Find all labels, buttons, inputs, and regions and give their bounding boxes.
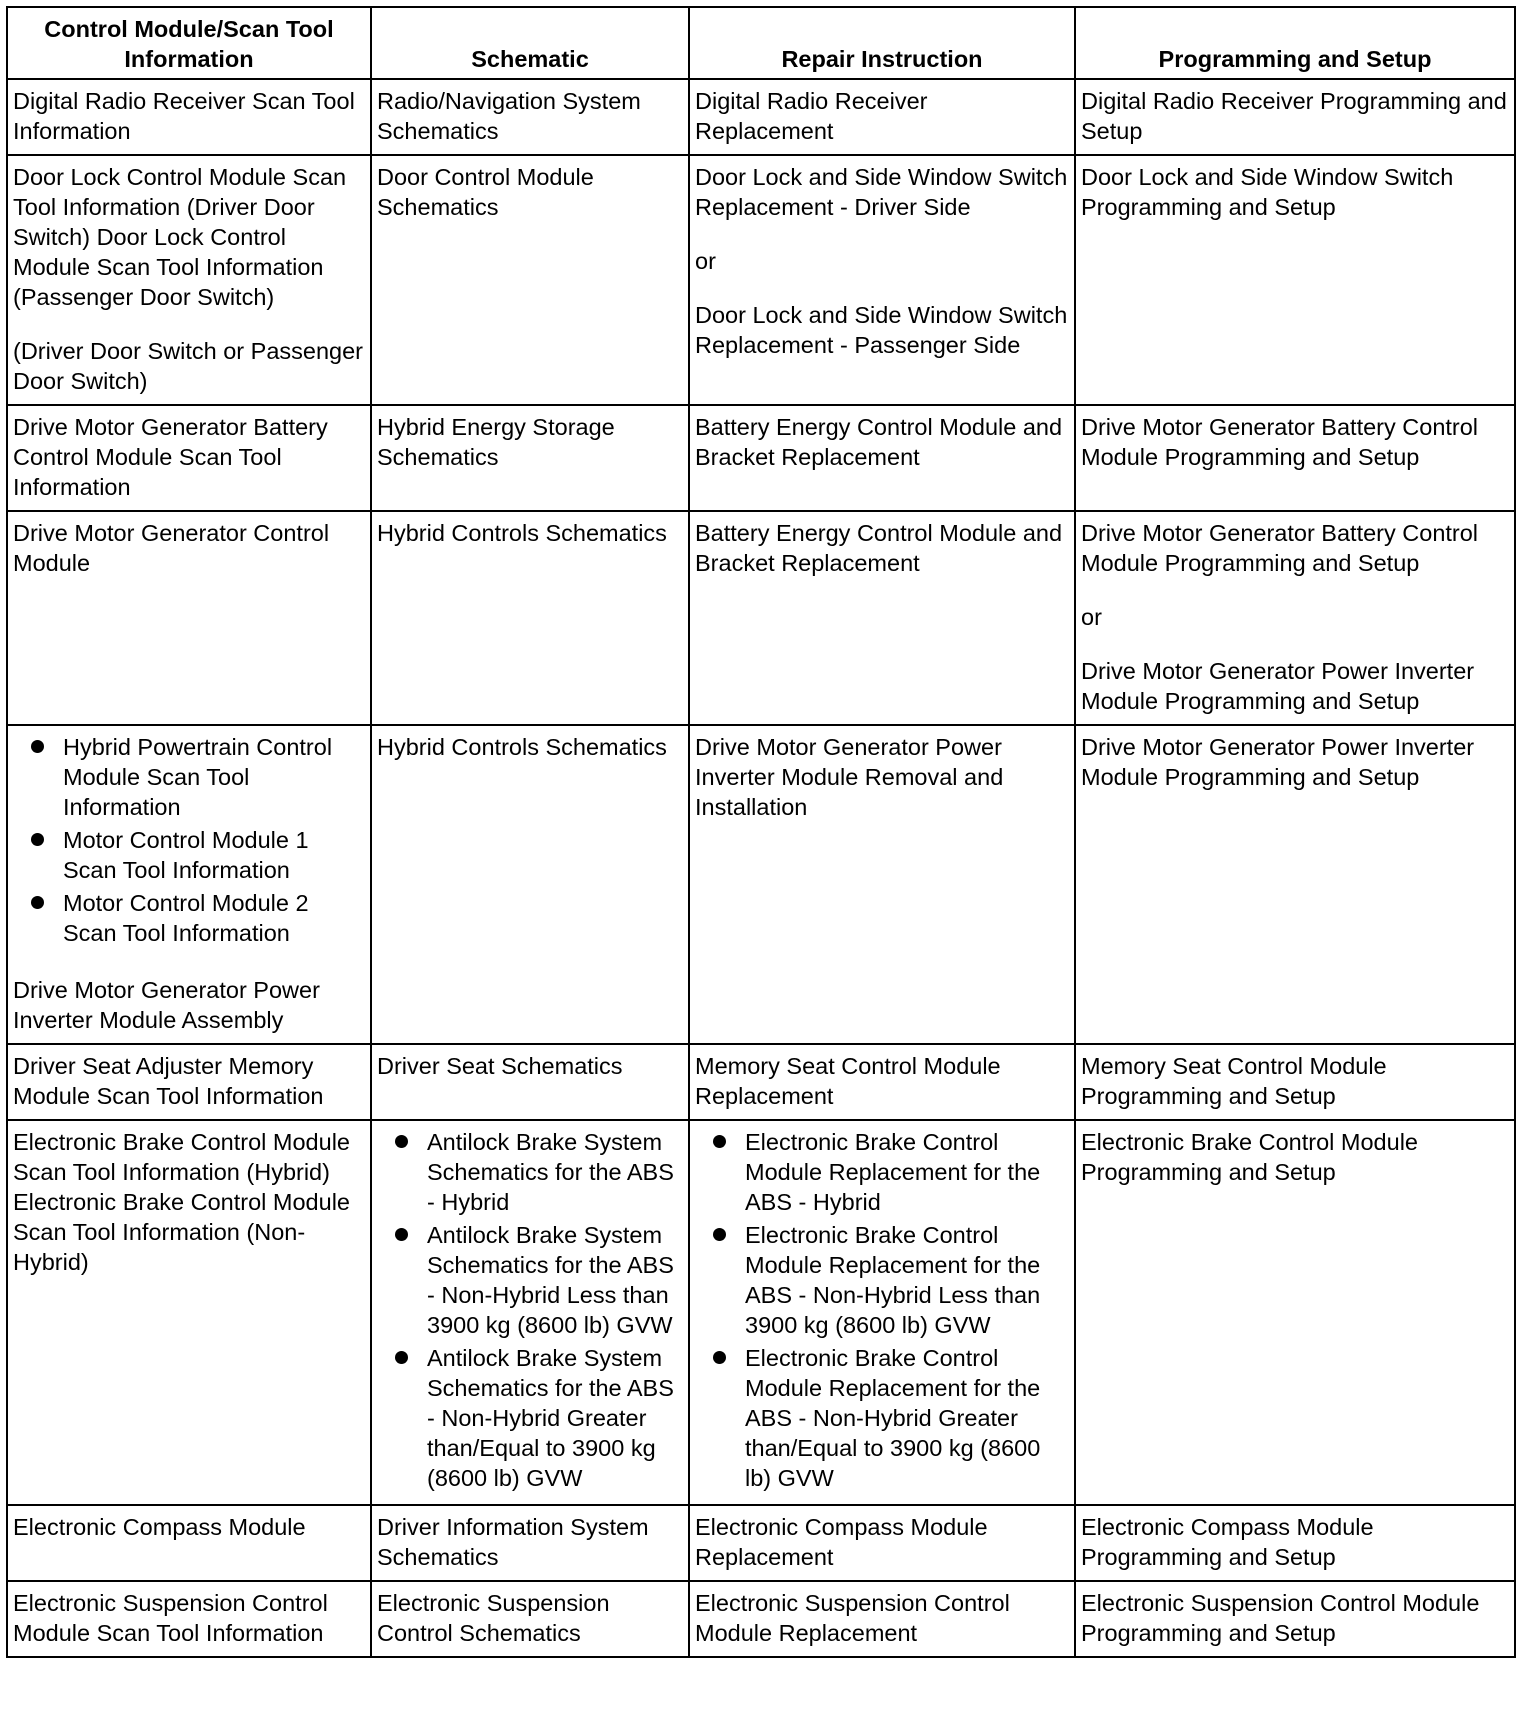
list-item-text: Electronic Brake Control Module Replacement for the ABS - Non-Hybrid Less than 3900 kg (8600 lb) GVW: [745, 1222, 1041, 1338]
cell-text: or: [695, 248, 716, 274]
module-cell: [7, 155, 371, 405]
module-cell: [7, 405, 371, 511]
cell-text: Drive Motor Generator Power Inverter Module Removal and Installation: [695, 734, 1004, 820]
header-module: Control Module/Scan Tool Information: [7, 7, 371, 79]
header-row: [7, 7, 1515, 79]
cell-text: Electronic Suspension Control Schematics: [377, 1590, 610, 1646]
list-item-text: Antilock Brake System Schematics for the ABS - Non-Hybrid Less than 3900 kg (8600 lb) GVW: [427, 1222, 674, 1338]
cell-text: Digital Radio Receiver Replacement: [695, 88, 928, 144]
cell-text: Digital Radio Receiver Programming and Setup: [1081, 88, 1507, 144]
schematic-cell: [371, 511, 689, 725]
paragraph-gap: [13, 312, 365, 336]
service-info-table: [6, 6, 1516, 1658]
programming-cell: [1075, 155, 1515, 405]
repair-cell: [689, 1505, 1075, 1581]
table-row: [7, 79, 1515, 155]
cell-text: Door Lock Control Module Scan Tool Information (Driver Door Switch) Door Lock Control Module Scan Tool Information (Passenger Door Switch): [13, 164, 347, 310]
list-item-text: Electronic Brake Control Module Replacement for the ABS - Non-Hybrid Greater than/Equal to 3900 kg (8600 lb) GVW: [745, 1345, 1041, 1491]
cell-text: Drive Motor Generator Battery Control Module Programming and Setup: [1081, 414, 1479, 470]
header-schematic: Schematic: [371, 7, 689, 79]
cell-text: Memory Seat Control Module Programming and Setup: [1081, 1053, 1387, 1109]
bullet-list: [695, 1127, 1069, 1493]
cell-text: Hybrid Controls Schematics: [377, 520, 667, 546]
list-item: [377, 1343, 683, 1493]
repair-cell: [689, 1044, 1075, 1120]
list-item: [377, 1220, 683, 1340]
list-item-text: Antilock Brake System Schematics for the ABS - Non-Hybrid Greater than/Equal to 3900 kg (8600 lb) GVW: [427, 1345, 674, 1491]
cell-text: Battery Energy Control Module and Bracket Replacement: [695, 520, 1063, 576]
bullet-icon: [395, 1351, 408, 1364]
cell-text: Hybrid Controls Schematics: [377, 734, 667, 760]
list-item: [377, 1127, 683, 1217]
paragraph-gap: [1081, 632, 1509, 656]
repair-cell: [689, 1581, 1075, 1657]
cell-text: Electronic Compass Module Programming and Setup: [1081, 1514, 1374, 1570]
module-cell: [7, 725, 371, 1044]
module-cell: [7, 79, 371, 155]
cell-text: Electronic Suspension Control Module Programming and Setup: [1081, 1590, 1480, 1646]
paragraph-gap: [1081, 578, 1509, 602]
cell-text: Electronic Brake Control Module Scan Tool Information (Hybrid) Electronic Brake Control Module Scan Tool Information (Non-Hybrid): [13, 1129, 350, 1275]
cell-text: Door Control Module Schematics: [377, 164, 594, 220]
cell-text: Drive Motor Generator Control Module: [13, 520, 330, 576]
paragraph-gap: [13, 951, 365, 975]
cell-text: Radio/Navigation System Schematics: [377, 88, 641, 144]
list-item: [695, 1343, 1069, 1493]
list-item: [13, 732, 365, 822]
programming-cell: [1075, 1120, 1515, 1505]
table-row: [7, 1581, 1515, 1657]
module-cell: [7, 1044, 371, 1120]
table-row: [7, 511, 1515, 725]
cell-text: Drive Motor Generator Battery Control Module Scan Tool Information: [13, 414, 328, 500]
cell-text: Electronic Compass Module: [13, 1514, 306, 1540]
list-item: [13, 888, 365, 948]
schematic-cell: [371, 1581, 689, 1657]
cell-text: Electronic Compass Module Replacement: [695, 1514, 988, 1570]
repair-cell: [689, 511, 1075, 725]
table-row: [7, 405, 1515, 511]
cell-text: Drive Motor Generator Power Inverter Module Assembly: [13, 977, 320, 1033]
list-item-text: Electronic Brake Control Module Replacement for the ABS - Hybrid: [745, 1129, 1041, 1215]
bullet-icon: [31, 740, 44, 753]
schematic-cell: [371, 1505, 689, 1581]
schematic-cell: [371, 79, 689, 155]
bullet-list: [377, 1127, 683, 1493]
bullet-icon: [713, 1135, 726, 1148]
cell-text: Driver Seat Adjuster Memory Module Scan Tool Information: [13, 1053, 324, 1109]
repair-cell: [689, 155, 1075, 405]
programming-cell: [1075, 725, 1515, 1044]
bullet-list: [13, 732, 365, 948]
list-item: [695, 1220, 1069, 1340]
cell-text: Battery Energy Control Module and Bracket Replacement: [695, 414, 1063, 470]
cell-text: Drive Motor Generator Power Inverter Module Programming and Setup: [1081, 658, 1475, 714]
programming-cell: [1075, 1044, 1515, 1120]
programming-cell: [1075, 1581, 1515, 1657]
cell-text: Digital Radio Receiver Scan Tool Information: [13, 88, 355, 144]
table-row: [7, 1505, 1515, 1581]
bullet-icon: [713, 1351, 726, 1364]
repair-cell: [689, 725, 1075, 1044]
schematic-cell: [371, 155, 689, 405]
cell-text: Memory Seat Control Module Replacement: [695, 1053, 1001, 1109]
cell-text: Electronic Suspension Control Module Scan Tool Information: [13, 1590, 328, 1646]
module-cell: [7, 1581, 371, 1657]
cell-text: Door Lock and Side Window Switch Programming and Setup: [1081, 164, 1454, 220]
programming-cell: [1075, 79, 1515, 155]
schematic-cell: [371, 725, 689, 1044]
bullet-icon: [395, 1228, 408, 1241]
list-item-text: Hybrid Powertrain Control Module Scan Tool Information: [63, 734, 333, 820]
bullet-icon: [713, 1228, 726, 1241]
cell-text: Electronic Brake Control Module Programming and Setup: [1081, 1129, 1418, 1185]
header-programming: Programming and Setup: [1075, 7, 1515, 79]
cell-text: (Driver Door Switch or Passenger Door Switch): [13, 338, 363, 394]
table-row: [7, 1120, 1515, 1505]
programming-cell: [1075, 1505, 1515, 1581]
cell-text: Electronic Suspension Control Module Replacement: [695, 1590, 1010, 1646]
repair-cell: [689, 79, 1075, 155]
schematic-cell: [371, 405, 689, 511]
cell-text: Drive Motor Generator Battery Control Module Programming and Setup: [1081, 520, 1479, 576]
list-item: [13, 825, 365, 885]
programming-cell: [1075, 405, 1515, 511]
cell-text: or: [1081, 604, 1102, 630]
list-item-text: Motor Control Module 2 Scan Tool Information: [63, 890, 309, 946]
cell-text: Door Lock and Side Window Switch Replacement - Passenger Side: [695, 302, 1068, 358]
module-cell: [7, 1120, 371, 1505]
header-repair: Repair Instruction: [689, 7, 1075, 79]
bullet-icon: [395, 1135, 408, 1148]
paragraph-gap: [695, 222, 1069, 246]
bullet-icon: [31, 833, 44, 846]
repair-cell: [689, 405, 1075, 511]
schematic-cell: [371, 1120, 689, 1505]
cell-text: Driver Seat Schematics: [377, 1053, 623, 1079]
repair-cell: [689, 1120, 1075, 1505]
table-row: [7, 725, 1515, 1044]
cell-text: Hybrid Energy Storage Schematics: [377, 414, 615, 470]
module-cell: [7, 511, 371, 725]
list-item-text: Antilock Brake System Schematics for the ABS - Hybrid: [427, 1129, 674, 1215]
table-row: [7, 1044, 1515, 1120]
schematic-cell: [371, 1044, 689, 1120]
table-row: [7, 155, 1515, 405]
programming-cell: [1075, 511, 1515, 725]
cell-text: Door Lock and Side Window Switch Replacement - Driver Side: [695, 164, 1068, 220]
bullet-icon: [31, 896, 44, 909]
list-item: [695, 1127, 1069, 1217]
list-item-text: Motor Control Module 1 Scan Tool Information: [63, 827, 309, 883]
paragraph-gap: [695, 276, 1069, 300]
cell-text: Driver Information System Schematics: [377, 1514, 649, 1570]
module-cell: [7, 1505, 371, 1581]
cell-text: Drive Motor Generator Power Inverter Module Programming and Setup: [1081, 734, 1475, 790]
